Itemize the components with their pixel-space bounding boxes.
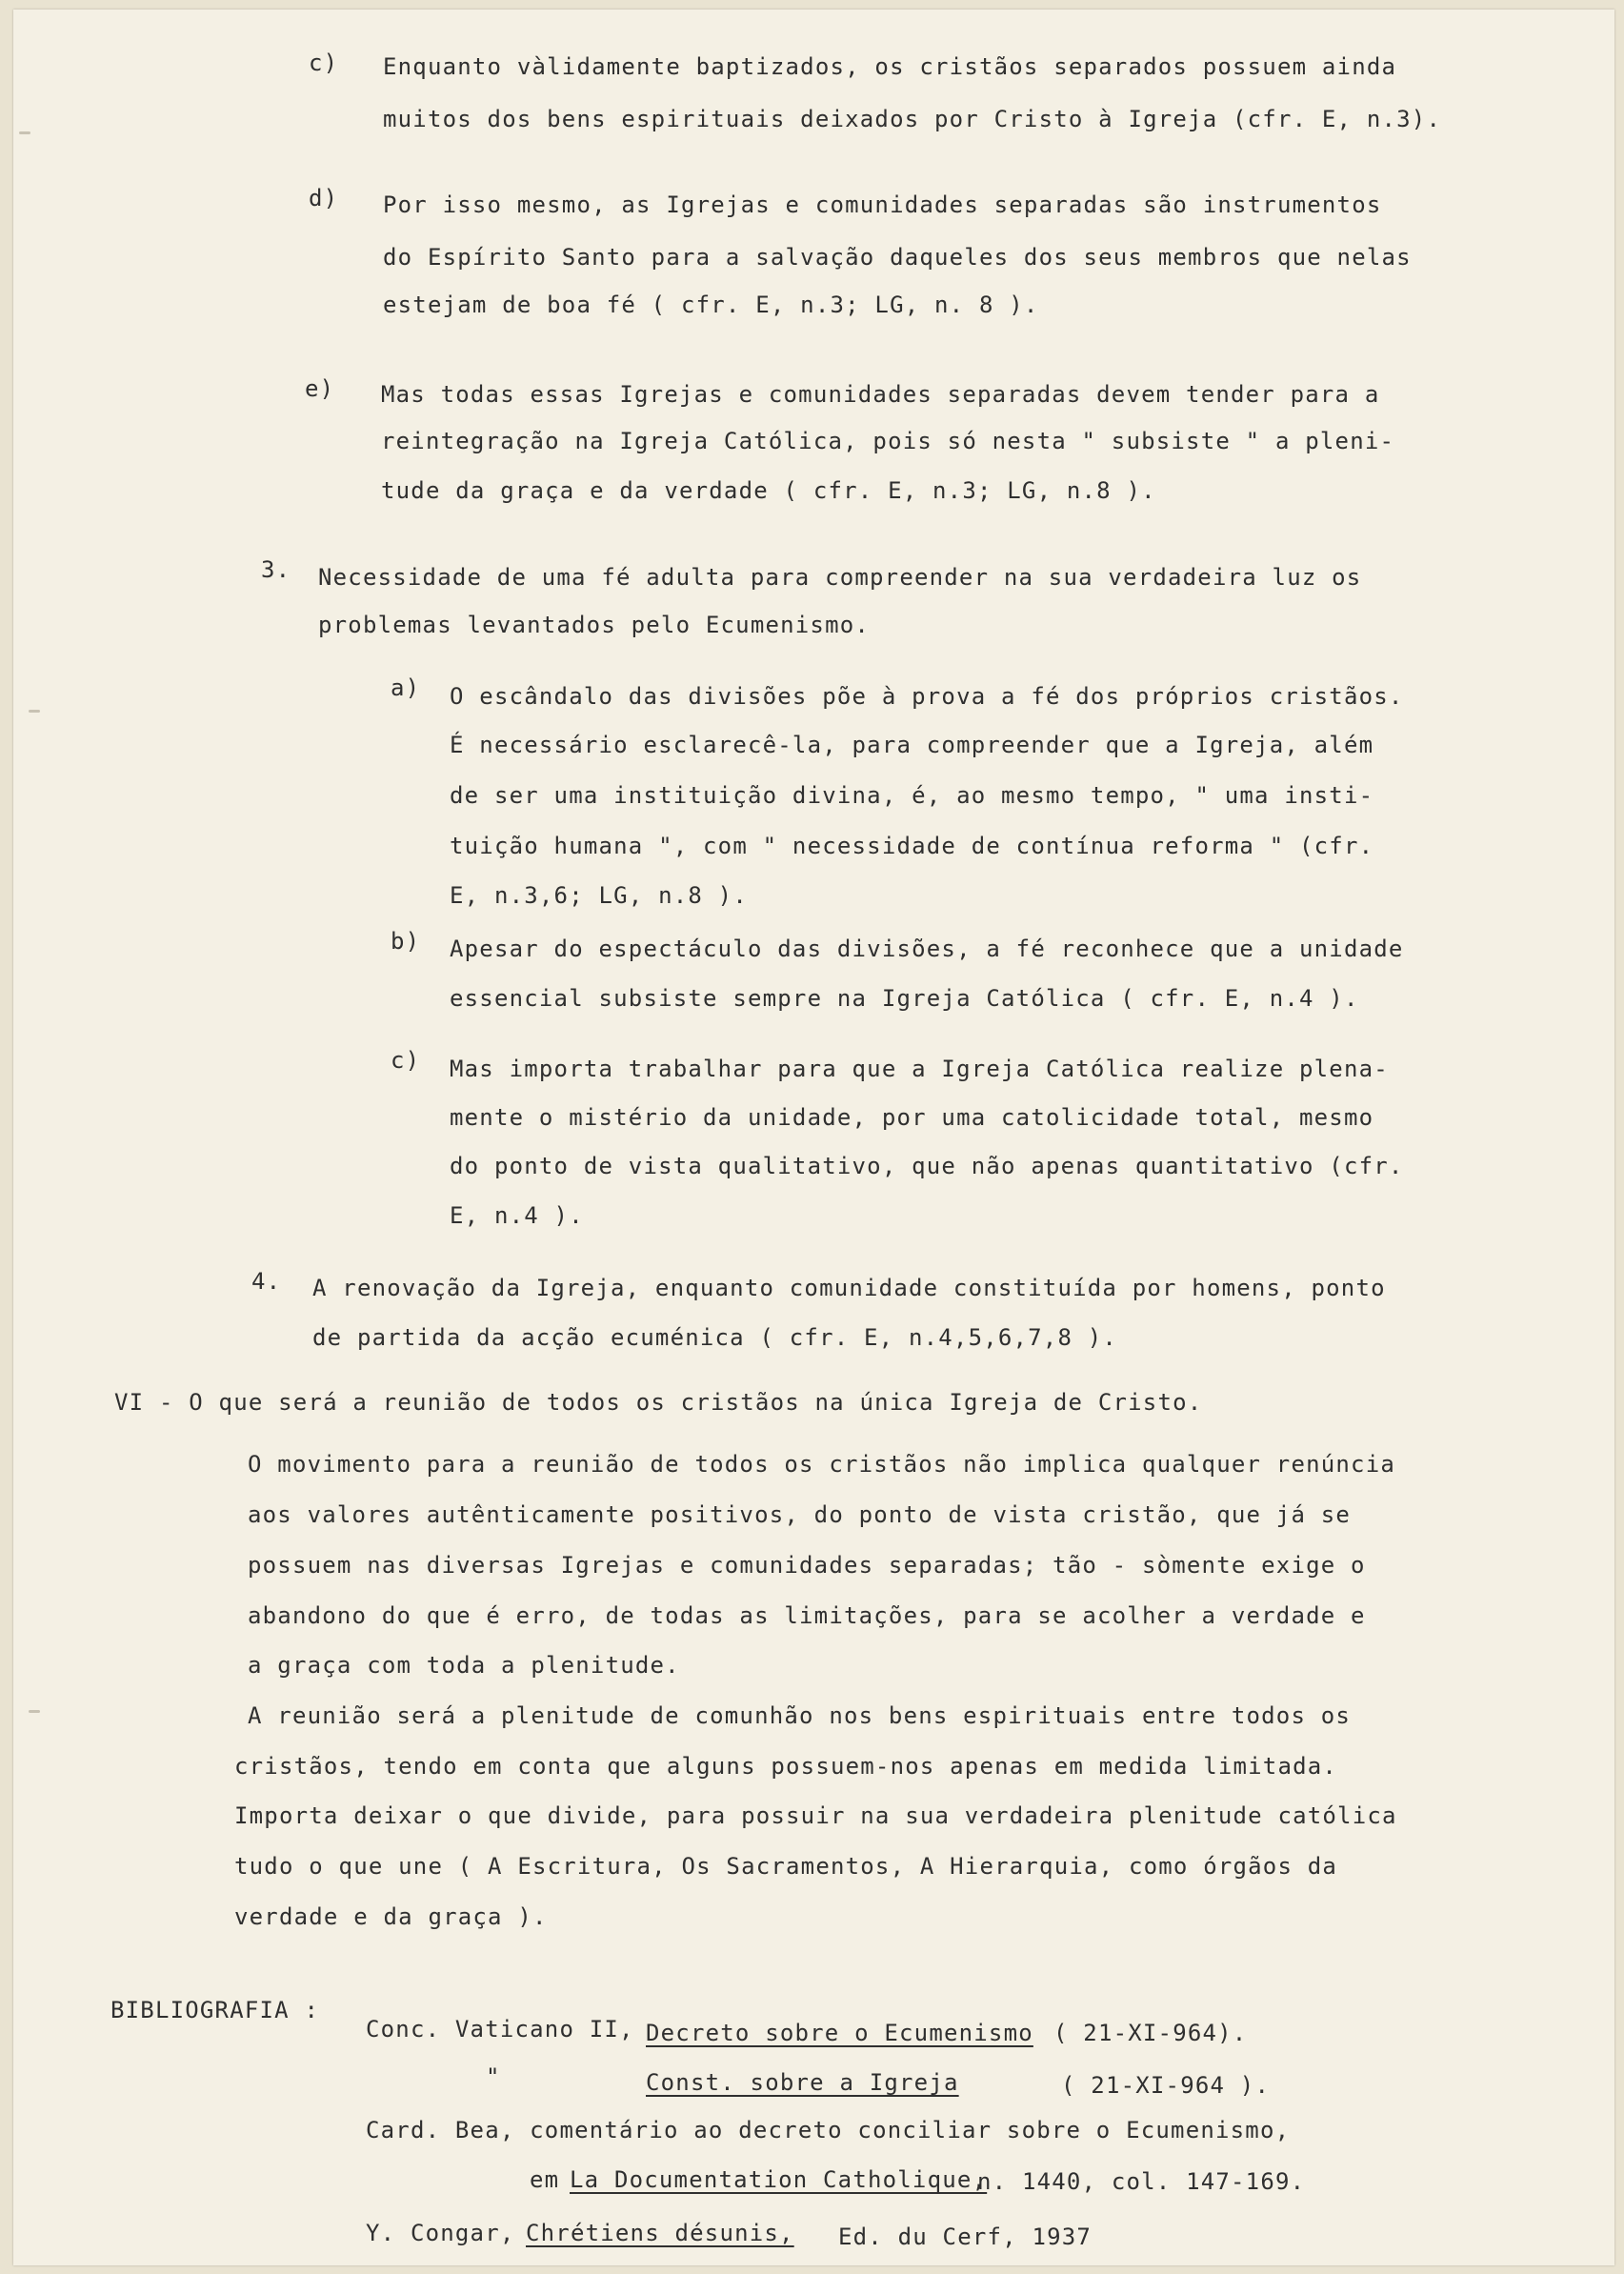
text-line: essencial subsiste sempre na Igreja Católica ( cfr. E, n.4 ). bbox=[450, 985, 1359, 1012]
section-heading: VI - O que será a reunião de todos os cristãos na única Igreja de Cristo. bbox=[114, 1389, 1203, 1416]
text-line: Necessidade de uma fé adulta para compreender na sua verdadeira luz os bbox=[318, 564, 1362, 591]
section-number: 3. bbox=[261, 556, 291, 583]
bibliography-label: BIBLIOGRAFIA : bbox=[110, 1997, 320, 2023]
text-line: tude da graça e da verdade ( cfr. E, n.3; LG, n.8 ). bbox=[381, 477, 1156, 504]
punch-mark bbox=[19, 131, 30, 134]
text-line: do Espírito Santo para a salvação daqueles dos seus membros que nelas bbox=[383, 244, 1412, 271]
bib-entry: Card. Bea, comentário ao decreto conciliar sobre o Ecumenismo, bbox=[366, 2117, 1291, 2143]
bib-prefix: em bbox=[530, 2166, 560, 2193]
text-line: mente o mistério da unidade, por uma catolicidade total, mesmo bbox=[450, 1104, 1374, 1131]
text-line: É necessário esclarecê-la, para compreender que a Igreja, além bbox=[450, 732, 1374, 758]
bib-title: Const. sobre a Igreja bbox=[646, 2069, 959, 2096]
text-line: E, n.4 ). bbox=[450, 1202, 584, 1229]
bib-author: Conc. Vaticano II, bbox=[366, 2016, 634, 2043]
item-marker: d) bbox=[309, 185, 339, 211]
bib-detail: n. 1440, col. 147-169. bbox=[977, 2168, 1306, 2195]
text-line: aos valores autênticamente positivos, do ponto de vista cristão, que já se bbox=[248, 1501, 1352, 1528]
text-line: problemas levantados pelo Ecumenismo. bbox=[318, 612, 871, 638]
text-line: de partida da acção ecuménica ( cfr. E, n.4,5,6,7,8 ). bbox=[312, 1324, 1118, 1351]
text-line: abandono do que é erro, de todas as limitações, para se acolher a verdade e bbox=[248, 1602, 1366, 1629]
text-line: Enquanto vàlidamente baptizados, os cristãos separados possuem ainda bbox=[383, 53, 1397, 80]
text-line: do ponto de vista qualitativo, que não apenas quantitativo (cfr. bbox=[450, 1153, 1404, 1179]
document-page bbox=[13, 10, 1614, 2265]
bib-title: La Documentation Catholique, bbox=[570, 2166, 988, 2193]
text-line: E, n.3,6; LG, n.8 ). bbox=[450, 882, 748, 909]
text-line: de ser uma instituição divina, é, ao mesmo tempo, " uma insti- bbox=[450, 782, 1374, 809]
text-line: A renovação da Igreja, enquanto comunidade constituída por homens, ponto bbox=[312, 1275, 1386, 1301]
item-marker: c) bbox=[391, 1047, 421, 1074]
bib-date: ( 21-XI-964). bbox=[1053, 2020, 1248, 2046]
bib-date: ( 21-XI-964 ). bbox=[1061, 2072, 1271, 2099]
text-line: O movimento para a reunião de todos os cristãos não implica qualquer renúncia bbox=[248, 1451, 1395, 1478]
text-line: A reunião será a plenitude de comunhão nos bens espirituais entre todos os bbox=[248, 1702, 1352, 1729]
text-line: Importa deixar o que divide, para possuir na sua verdadeira plenitude católica bbox=[234, 1802, 1397, 1829]
punch-mark bbox=[29, 1710, 40, 1713]
text-line: reintegração na Igreja Católica, pois só nesta " subsiste " a pleni- bbox=[381, 428, 1395, 454]
text-line: tuição humana ", com " necessidade de contínua reforma " (cfr. bbox=[450, 833, 1374, 859]
bib-ditto: " bbox=[486, 2063, 501, 2090]
item-marker: b) bbox=[391, 928, 421, 955]
text-line: tudo o que une ( A Escritura, Os Sacramentos, A Hierarquia, como órgãos da bbox=[234, 1853, 1338, 1880]
text-line: possuem nas diversas Igrejas e comunidades separadas; tão - sòmente exige o bbox=[248, 1552, 1366, 1579]
text-line: Mas importa trabalhar para que a Igreja Católica realize plena- bbox=[450, 1056, 1389, 1082]
text-line: cristãos, tendo em conta que alguns possuem-nos apenas em medida limitada. bbox=[234, 1753, 1338, 1780]
text-line: estejam de boa fé ( cfr. E, n.3; LG, n. 8 ). bbox=[383, 292, 1039, 318]
text-line: muitos dos bens espirituais deixados por Cristo à Igreja (cfr. E, n.3). bbox=[383, 106, 1442, 132]
text-line: Mas todas essas Igrejas e comunidades separadas devem tender para a bbox=[381, 381, 1380, 408]
bib-title: Decreto sobre o Ecumenismo bbox=[646, 2020, 1033, 2046]
item-marker: a) bbox=[391, 674, 421, 701]
bib-title: Chrétiens désunis, bbox=[526, 2220, 794, 2246]
bib-author: Y. Congar, bbox=[366, 2220, 515, 2246]
item-marker: c) bbox=[309, 50, 339, 76]
bib-detail: Ed. du Cerf, 1937 bbox=[838, 2224, 1093, 2250]
section-number: 4. bbox=[251, 1268, 282, 1295]
item-marker: e) bbox=[305, 375, 335, 402]
punch-mark bbox=[29, 710, 40, 713]
text-line: Por isso mesmo, as Igrejas e comunidades separadas são instrumentos bbox=[383, 191, 1382, 218]
text-line: verdade e da graça ). bbox=[234, 1903, 548, 1930]
text-line: a graça com toda a plenitude. bbox=[248, 1652, 680, 1679]
text-line: Apesar do espectáculo das divisões, a fé reconhece que a unidade bbox=[450, 936, 1404, 962]
text-line: O escândalo das divisões põe à prova a fé dos próprios cristãos. bbox=[450, 683, 1404, 710]
